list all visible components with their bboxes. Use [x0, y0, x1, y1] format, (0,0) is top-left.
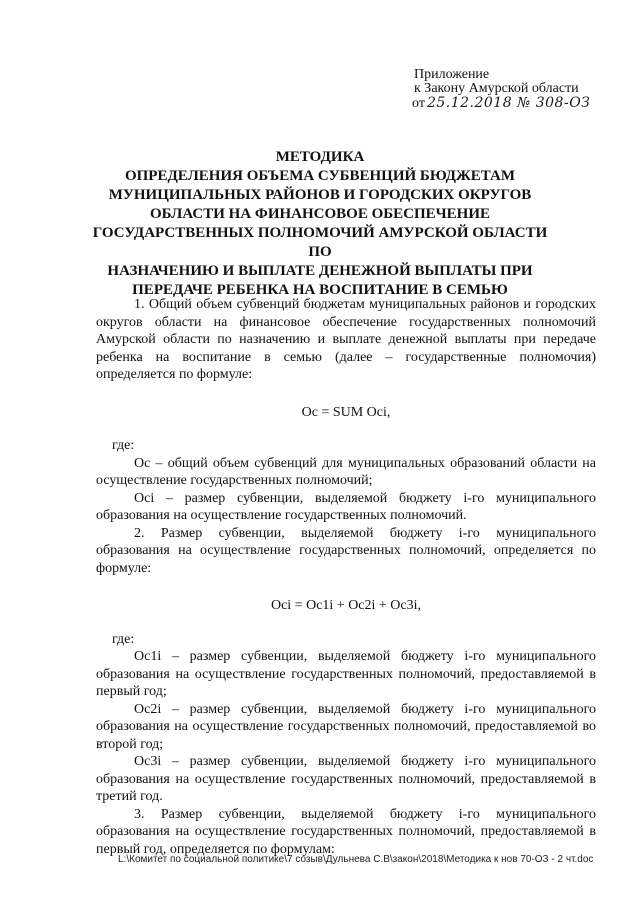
appendix-date-prefix: от	[412, 96, 425, 111]
title-line: МЕТОДИКА	[275, 149, 365, 165]
formula-total: Ос = SUM Осi,	[301, 404, 391, 420]
definition-oc3: Ос3i – размер субвенции, выделяемой бюджету i-го муниципального образования на осуществление государственных полномочий, предоставляемой в третий год.	[96, 754, 596, 804]
document-body	[96, 296, 596, 858]
where-label: где:	[112, 438, 135, 453]
appendix-line-1: Приложение	[414, 67, 490, 82]
title-line: ГОСУДАРСТВЕННЫХ ПОЛНОМОЧИЙ АМУРСКОЙ ОБЛАСТИ ПО	[92, 225, 548, 260]
where-label: где:	[112, 631, 135, 647]
handwritten-date-number: 25.12.2018 № 308-ОЗ	[426, 95, 591, 111]
appendix-block	[412, 68, 590, 111]
appendix-line-3	[412, 96, 590, 111]
formula-oci: Осi = Ос1i + Ос2i + Ос3i,	[270, 598, 422, 613]
title-line: МУНИЦИПАЛЬНЫХ РАЙОНОВ И ГОРОДСКИХ ОКРУГОВ	[108, 187, 532, 203]
paragraph-3: 3. Размер субвенции, выделяемой бюджету i-го муниципального образования на осуществление государственных полномочий, предоставляемой в первый год, определяется по формулам:	[96, 806, 596, 857]
title-line: НАЗНАЧЕНИЮ И ВЫПЛАТЕ ДЕНЕЖНОЙ ВЫПЛАТЫ ПРИ	[107, 263, 533, 279]
appendix-line-2: к Закону Амурской области	[414, 81, 579, 96]
paragraph-1: 1. Общий объем субвенций бюджетам муниципальных районов и городских округов области на финансовое обеспечение государственных полномочий Амурской области по назначению и выплате денежной выплаты при передаче ребенка на воспитание в семью (далее – государственные полномочия) определяется по формуле:	[96, 297, 596, 382]
paragraph-2: 2. Размер субвенции, выделяемой бюджету i-го муниципального образования на осуществление государственных полномочий, определяется по формуле:	[96, 525, 596, 576]
title-line: ПЕРЕДАЧЕ РЕБЕНКА НА ВОСПИТАНИЕ В СЕМЬЮ	[132, 282, 508, 298]
document-title	[84, 148, 556, 300]
definition-oci: Осi – размер субвенции, выделяемой бюджету i-го муниципального образования на осуществление государственных полномочий.	[96, 490, 596, 523]
file-path-footer: L:\Комитет по социальной политике\7 созыв\Дульнева С.В\закон\2018\Методика к нов 70-ОЗ - 2 чт.doc	[118, 854, 594, 865]
definition-oc: Ос – общий объем субвенций для муниципальных образований области на осуществление государственных полномочий;	[96, 455, 596, 488]
title-line: ОПРЕДЕЛЕНИЯ ОБЪЕМА СУБВЕНЦИЙ БЮДЖЕТАМ	[124, 168, 516, 184]
title-line: ОБЛАСТИ НА ФИНАНСОВОЕ ОБЕСПЕЧЕНИЕ	[149, 206, 491, 222]
definition-oc1: Ос1i – размер субвенции, выделяемой бюджету i-го муниципального образования на осуществление государственных полномочий, предоставляемой в первый год;	[96, 649, 596, 699]
definition-oc2: Ос2i – размер субвенции, выделяемой бюджету i-го муниципального образования на осуществление государственных полномочий, предоставляемой во второй год;	[96, 701, 596, 752]
